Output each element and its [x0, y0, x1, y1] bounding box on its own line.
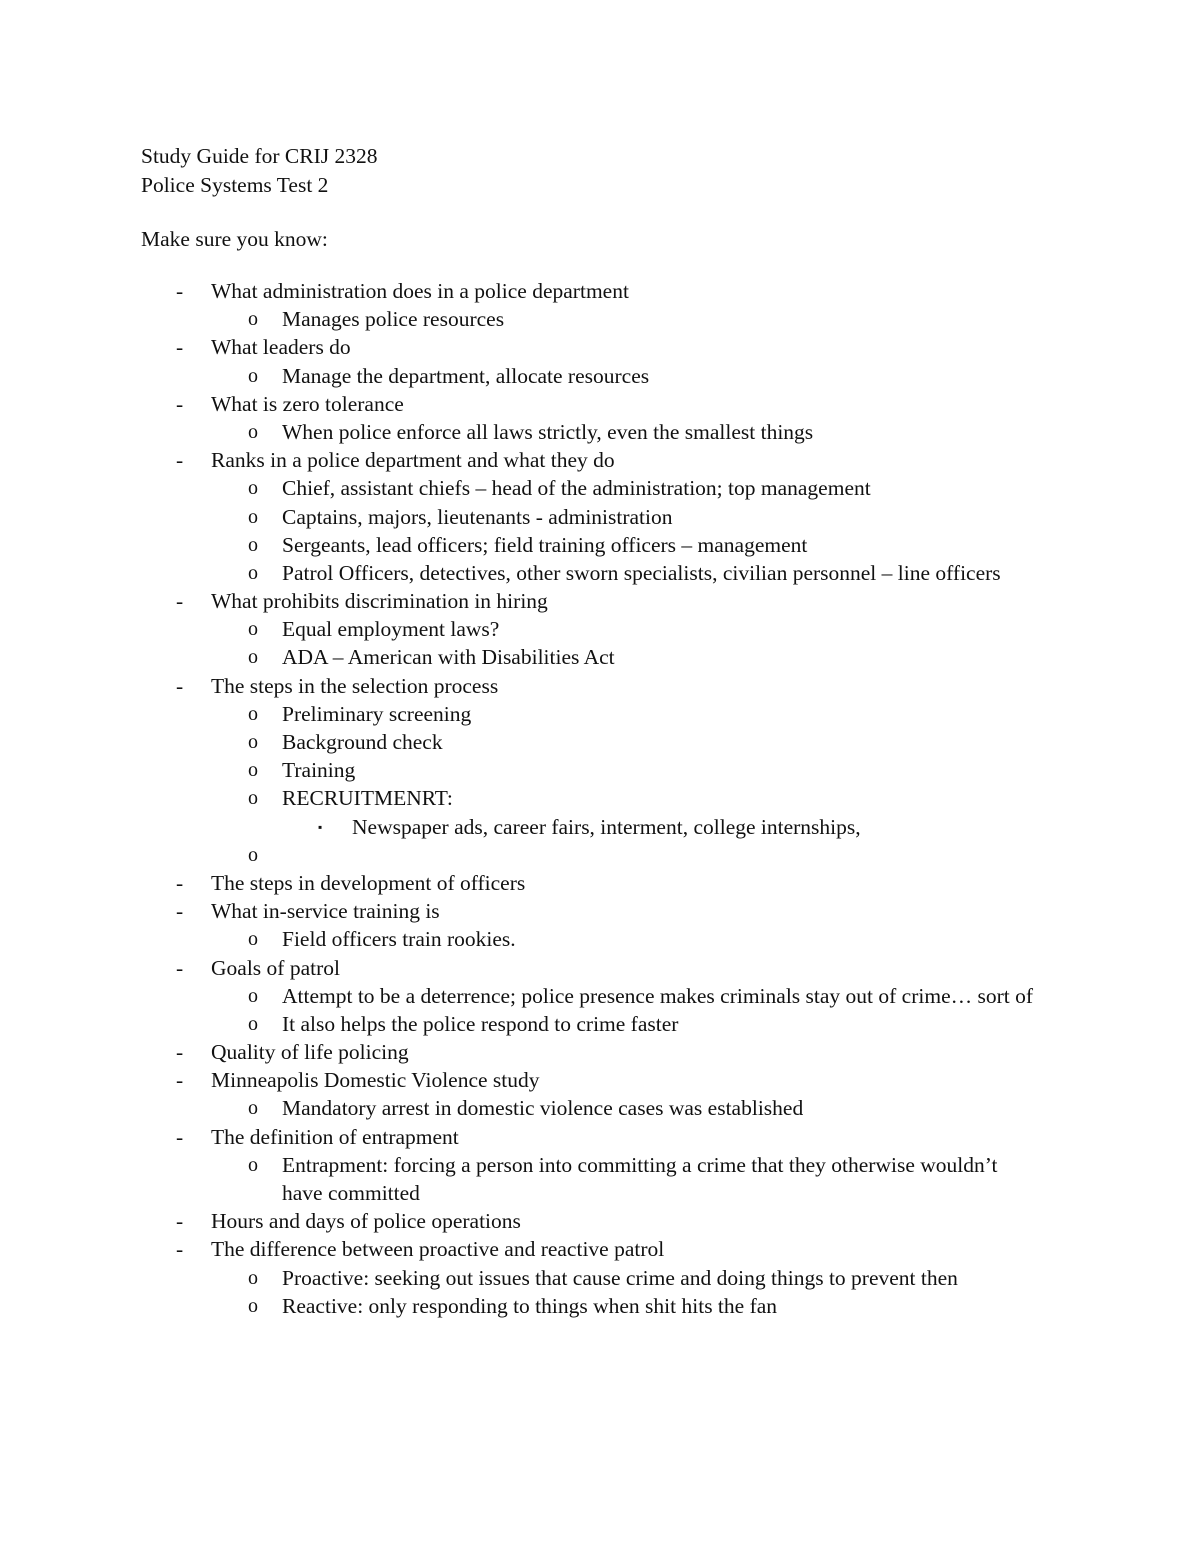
outline-item-text: What prohibits discrimination in hiring	[211, 589, 548, 614]
outline-item-text: The steps in the selection process	[211, 673, 499, 698]
dash-marker: -	[176, 1040, 184, 1065]
circle-bullet-icon: o	[248, 843, 258, 866]
circle-bullet-icon: o	[248, 1153, 258, 1176]
outline-subitem	[0, 531, 1200, 559]
square-bullet-icon: ▪	[318, 819, 323, 834]
outline-subitem-text: RECRUITMENRT:	[282, 786, 453, 811]
outline-item-text: What administration does in a police department	[211, 279, 629, 303]
outline-subitem	[0, 1010, 1200, 1038]
outline-subitem-text: Proactive: seeking out issues that cause crime and doing things to prevent then	[282, 1265, 958, 1290]
outline-item-text: What in-service training is	[211, 899, 440, 924]
outline-item-text: Minneapolis Domestic Violence study	[211, 1068, 540, 1093]
outline-item-text: The steps in development of officers	[211, 870, 526, 895]
outline-subitem	[0, 615, 1200, 643]
outline-subitem-text: Background check	[282, 730, 443, 755]
outline-item	[0, 1038, 1200, 1066]
outline-subitem	[0, 728, 1200, 756]
study-outline	[0, 277, 1200, 1320]
circle-bullet-icon: o	[248, 533, 258, 556]
circle-bullet-icon: o	[248, 731, 258, 754]
outline-subitem	[0, 784, 1200, 812]
outline-subitem	[0, 756, 1200, 784]
outline-item	[0, 333, 1200, 361]
outline-item-text: The definition of entrapment	[211, 1124, 459, 1149]
outline-subitem-empty	[0, 841, 1200, 869]
outline-item-text: Ranks in a police department and what they do	[211, 448, 615, 473]
circle-bullet-icon: o	[248, 1266, 258, 1289]
outline-subitem-text: It also helps the police respond to crime faster	[282, 1011, 679, 1036]
outline-item	[0, 1066, 1200, 1094]
outline-subitem	[0, 305, 1200, 333]
outline-subitem-text: Patrol Officers, detectives, other sworn specialists, civilian personnel – line officers	[282, 560, 1001, 585]
outline-subitem-text: Reactive: only responding to things when shit hits the fan	[282, 1293, 778, 1318]
outline-subitem-text: Chief, assistant chiefs – head of the administration; top management	[282, 476, 871, 501]
dash-marker: -	[176, 279, 184, 303]
circle-bullet-icon: o	[248, 505, 258, 528]
outline-item-text: Quality of life policing	[211, 1040, 409, 1065]
dash-marker: -	[176, 899, 184, 924]
circle-bullet-icon: o	[248, 364, 258, 387]
outline-subitem	[0, 1292, 1200, 1320]
circle-bullet-icon: o	[248, 646, 258, 669]
outline-subitem	[0, 1264, 1200, 1292]
circle-bullet-icon: o	[248, 477, 258, 500]
outline-subitem	[0, 418, 1200, 446]
dash-marker: -	[176, 391, 184, 416]
circle-bullet-icon: o	[248, 702, 258, 725]
document-title: Study Guide for CRIJ 2328	[141, 144, 378, 168]
circle-bullet-icon: o	[248, 308, 258, 331]
dash-marker: -	[176, 673, 184, 698]
dash-marker: -	[176, 1209, 184, 1234]
circle-bullet-icon: o	[248, 1012, 258, 1035]
dash-marker: -	[176, 335, 184, 360]
outline-item-text: Goals of patrol	[211, 955, 340, 980]
outline-subitem-text: Training	[282, 758, 356, 783]
outline-subitem	[0, 1151, 1200, 1207]
outline-item	[0, 277, 1200, 305]
outline-item-text: Hours and days of police operations	[211, 1209, 521, 1234]
document-header	[141, 142, 378, 200]
outline-subitem-text: Manages police resources	[282, 307, 505, 332]
outline-item	[0, 869, 1200, 897]
dash-marker: -	[176, 448, 184, 473]
circle-bullet-icon: o	[248, 561, 258, 584]
outline-item	[0, 390, 1200, 418]
outline-item	[0, 897, 1200, 925]
circle-bullet-icon: o	[248, 1294, 258, 1317]
outline-item	[0, 1235, 1200, 1263]
intro-text: Make sure you know:	[141, 227, 328, 251]
outline-subitem	[0, 559, 1200, 587]
outline-subsubitem	[0, 813, 1200, 841]
outline-subitem	[0, 982, 1200, 1010]
outline-subitem-text: Captains, majors, lieutenants - administration	[282, 504, 673, 529]
outline-subitem	[0, 362, 1200, 390]
outline-item	[0, 954, 1200, 982]
outline-item	[0, 587, 1200, 615]
outline-item-text: What leaders do	[211, 335, 351, 360]
dash-marker: -	[176, 589, 184, 614]
outline-subitem	[0, 700, 1200, 728]
dash-marker: -	[176, 955, 184, 980]
outline-subsubitem-text: Newspaper ads, career fairs, interment, college internships,	[352, 814, 861, 839]
dash-marker: -	[176, 870, 184, 895]
outline-subitem-text: Preliminary screening	[282, 701, 472, 726]
dash-marker: -	[176, 1124, 184, 1149]
outline-subitem-text: Equal employment laws?	[282, 617, 500, 642]
outline-item-text: What is zero tolerance	[211, 391, 404, 416]
outline-item-text: The difference between proactive and reactive patrol	[211, 1237, 665, 1262]
outline-subitem-text: Entrapment: forcing a person into committing a crime that they otherwise wouldn’t have committed	[282, 1152, 998, 1206]
outline-subitem-text: Manage the department, allocate resources	[282, 363, 650, 388]
circle-bullet-icon: o	[248, 759, 258, 782]
circle-bullet-icon: o	[248, 984, 258, 1007]
outline-item	[0, 672, 1200, 700]
outline-subitem-text: Attempt to be a deterrence; police presence makes criminals stay out of crime… sort of	[282, 983, 1034, 1008]
circle-bullet-icon: o	[248, 787, 258, 810]
dash-marker: -	[176, 1237, 184, 1262]
circle-bullet-icon: o	[248, 420, 258, 443]
outline-subitem-text: Mandatory arrest in domestic violence cases was established	[282, 1096, 804, 1121]
outline-subitem-text: When police enforce all laws strictly, even the smallest things	[282, 419, 814, 444]
outline-subitem	[0, 503, 1200, 531]
circle-bullet-icon: o	[248, 1097, 258, 1120]
outline-subitem	[0, 643, 1200, 671]
outline-subitem	[0, 1094, 1200, 1122]
document-subtitle: Police Systems Test 2	[141, 173, 329, 197]
outline-subitem	[0, 474, 1200, 502]
circle-bullet-icon: o	[248, 618, 258, 641]
outline-item	[0, 1123, 1200, 1151]
dash-marker: -	[176, 1068, 184, 1093]
outline-subitem-text: Sergeants, lead officers; field training officers – management	[282, 532, 808, 557]
outline-subitem-text: Field officers train rookies.	[282, 927, 516, 952]
outline-subitem-text: ADA – American with Disabilities Act	[282, 645, 615, 670]
outline-item	[0, 446, 1200, 474]
circle-bullet-icon: o	[248, 928, 258, 951]
outline-subitem	[0, 925, 1200, 953]
outline-item	[0, 1207, 1200, 1235]
